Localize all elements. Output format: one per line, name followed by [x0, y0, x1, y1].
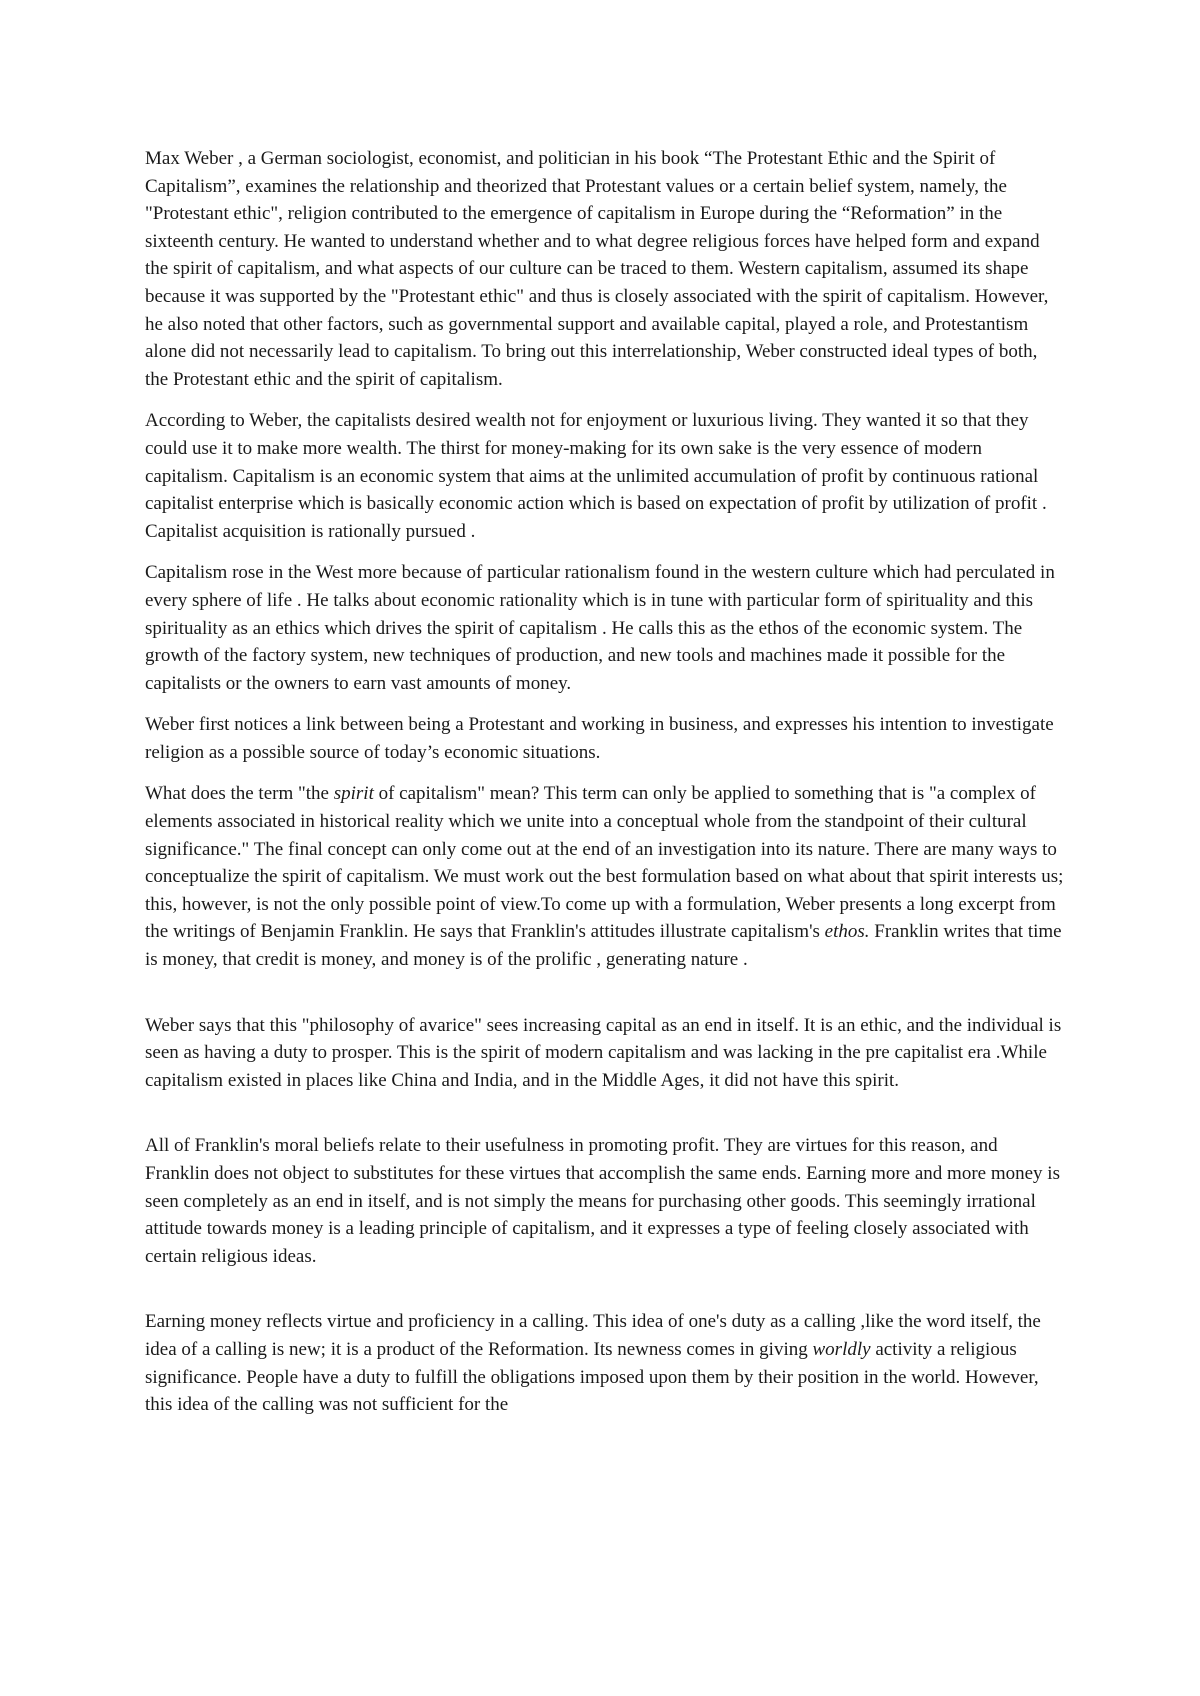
paragraph-western-rationalism: Capitalism rose in the West more because of particular rationalism found in the western culture which had perculated in every sphere of life . He talks about economic rationality which is in tune with particular form of spirituality and this spirituality as an ethics which drives the spirit of capitalism . He calls this as the ethos of the economic system. The growth of the factory system, new techniques of production, and new tools and machines made it possible for the capitalists or the owners to earn vast amounts of money.: [145, 562, 1055, 694]
document-page: [145, 145, 1065, 1433]
paragraph-franklin-moral-beliefs: All of Franklin's moral beliefs relate to their usefulness in promoting profit. They are virtues for this reason, and Franklin does not object to substitutes for these virtues that accomplish the same ends. Earning more and more money is seen completely as an end in itself, and is not simply the means for purchasing other goods. This seemingly irrational attitude towards money is a leading principle of capitalism, and it expresses a type of feeling closely associated with certain religious ideas.: [145, 1135, 1060, 1267]
paragraph-calling: [145, 1308, 1065, 1418]
paragraph-philosophy-of-avarice: Weber says that this "philosophy of avarice" sees increasing capital as an end in itself. It is an ethic, and the individual is seen as having a duty to prosper. This is the spirit of modern capitalism and was lacking in the pre capitalist era .While capitalism existed in places like China and India, and in the Middle Ages, it did not have this spirit.: [145, 1014, 1062, 1091]
text-run: Franklin writes that time is money, that credit is money, and money is of the prolific , generating nature .: [145, 921, 1062, 971]
paragraph-capitalist-wealth: According to Weber, the capitalists desired wealth not for enjoyment or luxurious living. They wanted it so that they could use it to make more wealth. The thirst for money-making for its own sake is the very essence of modern capitalism. Capitalism is an economic system that aims at the unlimited accumulation of profit by continuous rational capitalist enterprise which is basically economic action which is based on expectation of profit by utilization of profit . Capitalist acquisition is rationally pursued .: [145, 410, 1047, 542]
paragraph-protestant-business-link: Weber first notices a link between being a Protestant and working in business, and expresses his intention to investigate religion as a possible source of today’s economic situations.: [145, 714, 1054, 763]
italic-term-worldly: worldly: [812, 1338, 871, 1360]
text-run: Earning money reflects virtue and proficiency in a calling. This idea of one's duty as a calling ,like the word itself, the idea of a calling is new; it is a product of the Reformation. Its newness comes in giving: [145, 1311, 1041, 1360]
italic-term-ethos: ethos.: [824, 921, 870, 943]
text-run: What does the term "the: [145, 783, 334, 805]
text-run: activity a religious significance. People have a duty to fulfill the obligations imposed upon them by their position in the world. However, this idea of the calling was not sufficient for the: [145, 1338, 1039, 1416]
italic-term-spirit: spirit: [333, 783, 374, 805]
paragraph-spirit-of-capitalism: [145, 780, 1065, 973]
paragraph-intro: Max Weber , a German sociologist, economist, and politician in his book “The Protestant Ethic and the Spirit of Capitalism”, examines the relationship and theorized that Protestant values or a certain belief system, namely, the "Protestant ethic", religion contributed to the emergence of capitalism in Europe during the “Reformation” in the sixteenth century. He wanted to understand whether and to what degree religious forces have helped form and expand the spirit of capitalism, and what aspects of our culture can be traced to them. Western capitalism, assumed its shape because it was supported by the "Protestant ethic" and thus is closely associated with the spirit of capitalism. However, he also noted that other factors, such as governmental support and available capital, played a role, and Protestantism alone did not necessarily lead to capitalism. To bring out this interrelationship, Weber constructed ideal types of both, the Protestant ethic and the spirit of capitalism.: [145, 148, 1049, 390]
text-run: of capitalism" mean? This term can only be applied to something that is "a complex of elements associated in historical reality which we unite into a conceptual whole from the standpoint of their cultural significance." The final concept can only come out at the end of an investigation into its nature. There are many ways to conceptualize the spirit of capitalism. We must work out the best formulation based on what about that spirit interests us; this, however, is not the only possible point of view.To come up with a formulation, Weber presents a long excerpt from the writings of Benjamin Franklin. He says that Franklin's attitudes illustrate capitalism's: [145, 783, 1064, 943]
